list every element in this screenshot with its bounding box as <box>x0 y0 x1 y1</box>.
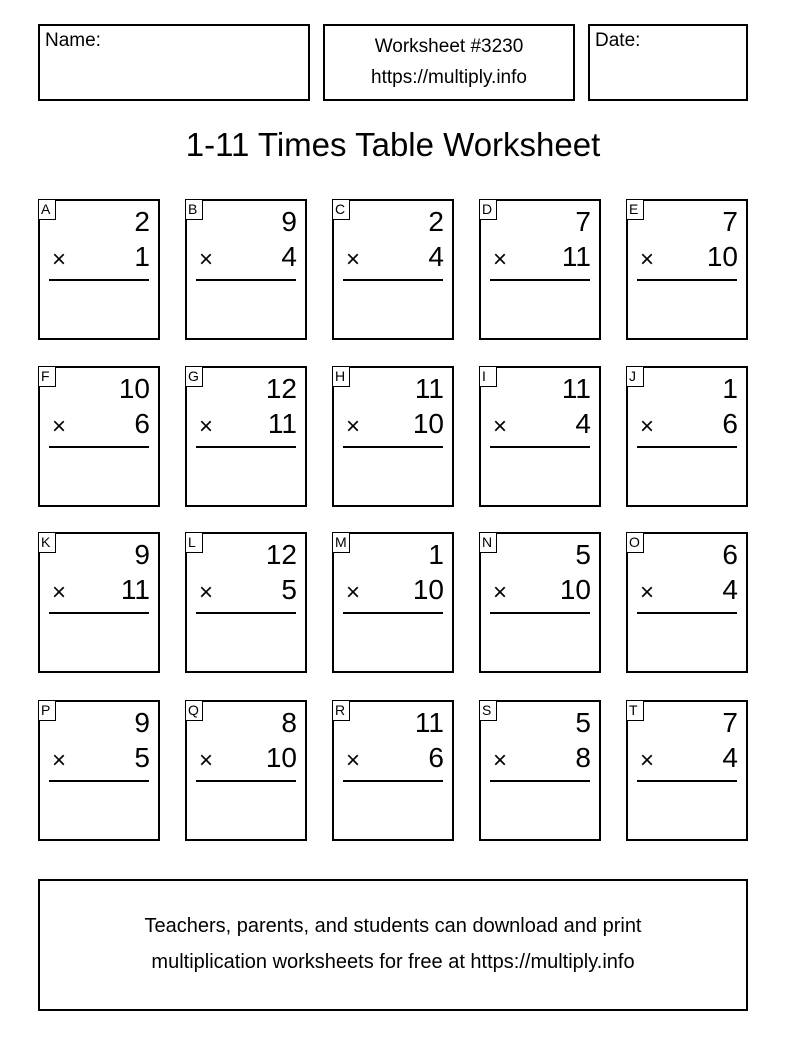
problem-card <box>332 532 454 673</box>
top-number: 9 <box>281 206 297 237</box>
bottom-number: 6 <box>722 408 738 439</box>
footer-line-1: Teachers, parents, and students can download and print <box>144 915 642 937</box>
problem-card <box>185 199 307 340</box>
answer-line <box>343 446 443 448</box>
times-sign: × <box>493 413 508 440</box>
problem-card <box>479 700 601 841</box>
top-number: 9 <box>134 539 150 570</box>
answer-line <box>343 612 443 614</box>
problem-letter: M <box>332 532 350 553</box>
problem-card <box>479 199 601 340</box>
top-number: 5 <box>575 707 591 738</box>
answer-line <box>49 612 149 614</box>
times-sign: × <box>52 413 67 440</box>
bottom-number: 5 <box>281 574 297 605</box>
answer-line <box>490 446 590 448</box>
answer-line <box>196 446 296 448</box>
top-number: 2 <box>134 206 150 237</box>
problem-letter: L <box>185 532 203 553</box>
times-sign: × <box>52 246 67 273</box>
times-sign: × <box>493 579 508 606</box>
times-sign: × <box>493 246 508 273</box>
bottom-number: 6 <box>134 408 150 439</box>
bottom-number: 4 <box>722 742 738 773</box>
problem-card <box>38 366 160 507</box>
date-label: Date: <box>595 30 641 51</box>
top-number: 1 <box>428 539 444 570</box>
times-sign: × <box>346 413 361 440</box>
answer-line <box>49 446 149 448</box>
problem-card <box>185 366 307 507</box>
answer-line <box>49 780 149 782</box>
problem-letter: K <box>38 532 56 553</box>
times-sign: × <box>640 747 655 774</box>
times-sign: × <box>199 246 214 273</box>
answer-line <box>490 780 590 782</box>
problem-card <box>626 532 748 673</box>
bottom-number: 1 <box>134 241 150 272</box>
top-number: 11 <box>414 707 444 738</box>
top-number: 10 <box>118 373 150 404</box>
problem-letter: I <box>479 366 497 387</box>
top-number: 11 <box>561 373 591 404</box>
footer-box <box>38 879 748 1011</box>
answer-line <box>196 612 296 614</box>
problem-letter: P <box>38 700 56 721</box>
bottom-number: 10 <box>412 574 444 605</box>
top-number: 2 <box>428 206 444 237</box>
answer-line <box>490 279 590 281</box>
answer-line <box>490 612 590 614</box>
bottom-number: 6 <box>428 742 444 773</box>
problem-letter: T <box>626 700 644 721</box>
times-sign: × <box>199 413 214 440</box>
bottom-number: 11 <box>120 574 150 605</box>
times-sign: × <box>52 579 67 606</box>
problem-card <box>38 199 160 340</box>
top-number: 9 <box>134 707 150 738</box>
problem-card <box>479 366 601 507</box>
bottom-number: 10 <box>559 574 591 605</box>
top-number: 6 <box>722 539 738 570</box>
problem-card <box>185 700 307 841</box>
problem-card <box>38 700 160 841</box>
problem-letter: S <box>479 700 497 721</box>
problem-letter: F <box>38 366 56 387</box>
times-sign: × <box>346 747 361 774</box>
answer-line <box>343 780 443 782</box>
times-sign: × <box>493 747 508 774</box>
bottom-number: 4 <box>428 241 444 272</box>
problem-letter: O <box>626 532 644 553</box>
answer-line <box>637 446 737 448</box>
problem-letter: N <box>479 532 497 553</box>
bottom-number: 4 <box>281 241 297 272</box>
times-sign: × <box>199 579 214 606</box>
times-sign: × <box>199 747 214 774</box>
times-sign: × <box>346 579 361 606</box>
problem-letter: Q <box>185 700 203 721</box>
top-number: 7 <box>722 206 738 237</box>
problem-letter: C <box>332 199 350 220</box>
problem-card <box>479 532 601 673</box>
bottom-number: 8 <box>575 742 591 773</box>
problem-card <box>626 700 748 841</box>
times-sign: × <box>640 579 655 606</box>
problem-letter: D <box>479 199 497 220</box>
problem-card <box>38 532 160 673</box>
top-number: 1 <box>722 373 738 404</box>
answer-line <box>196 780 296 782</box>
bottom-number: 11 <box>267 408 297 439</box>
times-sign: × <box>640 413 655 440</box>
problem-card <box>332 700 454 841</box>
times-sign: × <box>346 246 361 273</box>
top-number: 7 <box>722 707 738 738</box>
problem-letter: B <box>185 199 203 220</box>
bottom-number: 4 <box>722 574 738 605</box>
bottom-number: 10 <box>412 408 444 439</box>
bottom-number: 10 <box>706 241 738 272</box>
problem-letter: J <box>626 366 644 387</box>
top-number: 8 <box>281 707 297 738</box>
times-sign: × <box>52 747 67 774</box>
answer-line <box>637 780 737 782</box>
worksheet-url: https://multiply.info <box>371 67 527 88</box>
bottom-number: 10 <box>265 742 297 773</box>
problem-card <box>332 366 454 507</box>
answer-line <box>196 279 296 281</box>
page-title: 1-11 Times Table Worksheet <box>185 126 601 163</box>
problem-letter: G <box>185 366 203 387</box>
answer-line <box>637 279 737 281</box>
answer-line <box>49 279 149 281</box>
problem-card <box>626 366 748 507</box>
problem-card <box>332 199 454 340</box>
bottom-number: 4 <box>575 408 591 439</box>
times-sign: × <box>640 246 655 273</box>
top-number: 5 <box>575 539 591 570</box>
answer-line <box>637 612 737 614</box>
problem-card <box>185 532 307 673</box>
worksheet-number: Worksheet #3230 <box>374 36 524 57</box>
bottom-number: 5 <box>134 742 150 773</box>
top-number: 11 <box>414 373 444 404</box>
problem-letter: A <box>38 199 56 220</box>
problem-letter: R <box>332 700 350 721</box>
top-number: 12 <box>265 539 297 570</box>
problem-letter: H <box>332 366 350 387</box>
problem-letter: E <box>626 199 644 220</box>
answer-line <box>343 279 443 281</box>
footer-line-2: multiplication worksheets for free at https://multiply.info <box>151 951 635 973</box>
name-label: Name: <box>45 30 101 51</box>
problem-card <box>626 199 748 340</box>
top-number: 7 <box>575 206 591 237</box>
top-number: 12 <box>265 373 297 404</box>
bottom-number: 11 <box>561 241 591 272</box>
